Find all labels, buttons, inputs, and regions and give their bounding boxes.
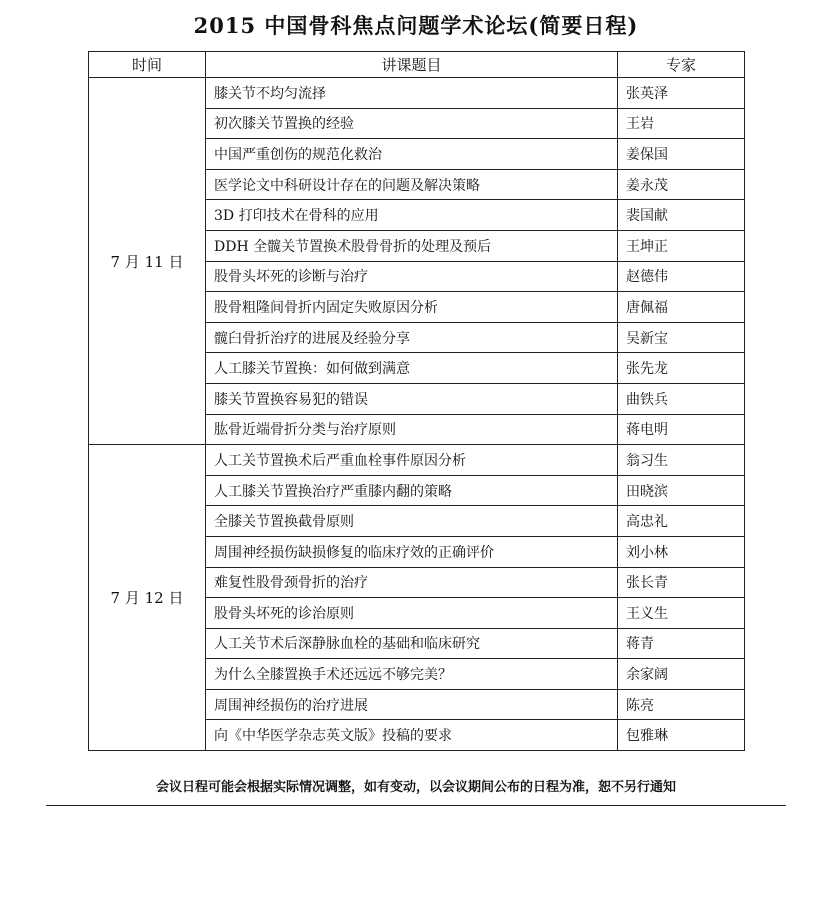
- expert-cell: 张长青: [618, 567, 745, 598]
- topic-cell: 人工关节术后深静脉血栓的基础和临床研究: [206, 628, 618, 659]
- day-date-cell: 7 月 12 日: [89, 445, 206, 751]
- topic-cell: 股骨粗隆间骨折内固定失败原因分析: [206, 292, 618, 323]
- expert-cell: 翁习生: [618, 445, 745, 476]
- topic-cell: 人工关节置换术后严重血栓事件原因分析: [206, 445, 618, 476]
- topic-cell: 初次膝关节置换的经验: [206, 108, 618, 139]
- topic-cell: 周围神经损伤缺损修复的临床疗效的正确评价: [206, 536, 618, 567]
- topic-cell: 向《中华医学杂志英文版》投稿的要求: [206, 720, 618, 751]
- expert-cell: 田晓滨: [618, 475, 745, 506]
- expert-cell: 蒋青: [618, 628, 745, 659]
- topic-cell: 医学论文中科研设计存在的问题及解决策略: [206, 169, 618, 200]
- topic-cell: 股骨头坏死的诊断与治疗: [206, 261, 618, 292]
- topic-cell: 周围神经损伤的治疗进展: [206, 689, 618, 720]
- expert-cell: 姜永茂: [618, 169, 745, 200]
- expert-cell: 裴国献: [618, 200, 745, 231]
- expert-cell: 唐佩福: [618, 292, 745, 323]
- expert-cell: 张先龙: [618, 353, 745, 384]
- column-header-topic: 讲课题目: [206, 52, 618, 78]
- expert-cell: 刘小林: [618, 536, 745, 567]
- column-header-expert: 专家: [618, 52, 745, 78]
- table-row: [89, 445, 745, 476]
- expert-cell: 赵德伟: [618, 261, 745, 292]
- footer-divider: [46, 805, 786, 806]
- topic-cell: 股骨头坏死的诊治原则: [206, 598, 618, 629]
- topic-cell: 为什么全膝置换手术还远远不够完美？: [206, 659, 618, 690]
- schedule-body: [89, 78, 745, 751]
- expert-cell: 王义生: [618, 598, 745, 629]
- expert-cell: 高忠礼: [618, 506, 745, 537]
- expert-cell: 余家阔: [618, 659, 745, 690]
- topic-cell: 3D 打印技术在骨科的应用: [206, 200, 618, 231]
- schedule-note: 会议日程可能会根据实际情况调整，如有变动，以会议期间公布的日程为准，恕不另行通知: [155, 780, 676, 795]
- topic-cell: 人工膝关节置换：如何做到满意: [206, 353, 618, 384]
- expert-cell: 包雅琳: [618, 720, 745, 751]
- expert-cell: 张英泽: [618, 78, 745, 109]
- table-header-row: [89, 52, 745, 78]
- expert-cell: 姜保国: [618, 139, 745, 170]
- topic-cell: 中国严重创伤的规范化救治: [206, 139, 618, 170]
- expert-cell: 王坤正: [618, 230, 745, 261]
- expert-cell: 曲铁兵: [618, 383, 745, 414]
- topic-cell: 人工膝关节置换治疗严重膝内翻的策略: [206, 475, 618, 506]
- expert-cell: 蒋电明: [618, 414, 745, 445]
- topic-cell: 全膝关节置换截骨原则: [206, 506, 618, 537]
- topic-cell: 膝关节不均匀流择: [206, 78, 618, 109]
- schedule-table: [88, 51, 745, 751]
- expert-cell: 王岩: [618, 108, 745, 139]
- day-date-cell: 7 月 11 日: [89, 78, 206, 445]
- topic-cell: 髋臼骨折治疗的进展及经验分享: [206, 322, 618, 353]
- expert-cell: 吴新宝: [618, 322, 745, 353]
- topic-cell: DDH 全髋关节置换术股骨骨折的处理及预后: [206, 230, 618, 261]
- topic-cell: 肱骨近端骨折分类与治疗原则: [206, 414, 618, 445]
- topic-cell: 难复性股骨颈骨折的治疗: [206, 567, 618, 598]
- page-title: 2015 中国骨科焦点问题学术论坛(简要日程): [193, 13, 639, 38]
- expert-cell: 陈亮: [618, 689, 745, 720]
- table-row: [89, 78, 745, 109]
- column-header-time: 时间: [89, 52, 206, 78]
- topic-cell: 膝关节置换容易犯的错误: [206, 383, 618, 414]
